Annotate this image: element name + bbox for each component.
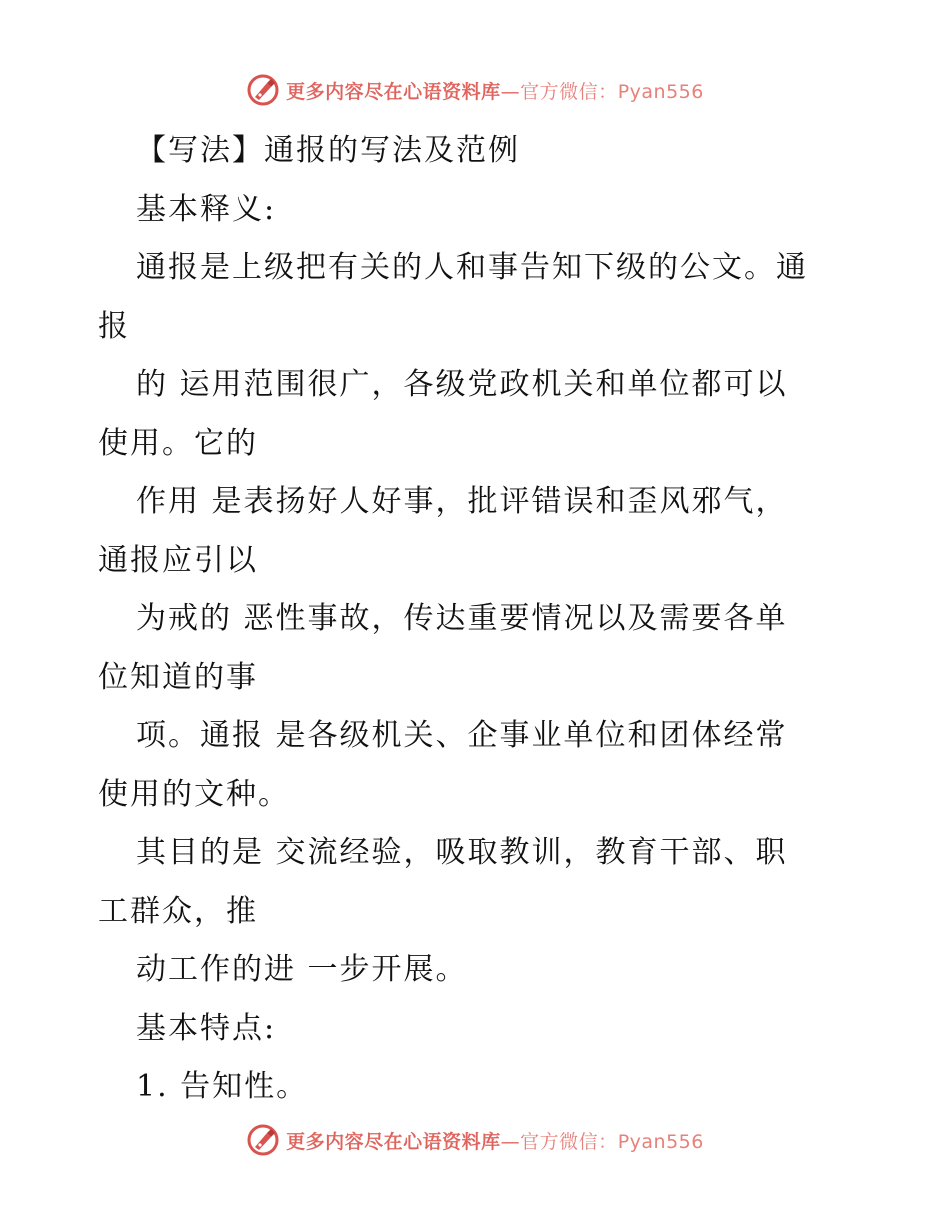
footer-watermark	[0, 1120, 950, 1160]
text-line: 其目的是 交流经验，吸取教训，教育干部、职	[136, 835, 788, 870]
header-watermark	[0, 70, 950, 110]
section-heading-definition: 基本释义:	[136, 191, 277, 227]
pen-nib-logo-icon	[246, 1123, 280, 1157]
brand-wechat-id: Pyan556	[617, 1130, 704, 1153]
list-item: 1. 告知性。	[136, 1069, 309, 1104]
footer-brand-text	[286, 1127, 704, 1154]
text-line: 通报应引以	[98, 542, 258, 578]
text-line: 动工作的进 一步开展。	[136, 952, 468, 987]
header-brand-text	[286, 77, 704, 104]
brand-wechat-label: 官方微信：	[520, 1130, 618, 1153]
brand-main-text: 更多内容尽在心语资料库	[286, 80, 501, 103]
document-body	[98, 122, 858, 1117]
document-title: 【写法】通报的写法及范例	[136, 133, 520, 168]
text-line: 通报是上级把有关的人和事告知下级的公文。通	[136, 250, 808, 285]
section-heading-features: 基本特点:	[136, 1010, 277, 1046]
brand-dash: —	[500, 1130, 521, 1153]
text-line: 使用的文种。	[98, 776, 290, 812]
text-line: 项。通报 是各级机关、企事业单位和团体经常	[136, 718, 788, 753]
text-line: 使用。它的	[98, 425, 258, 461]
text-line: 位知道的事	[98, 659, 258, 695]
brand-wechat-id: Pyan556	[617, 80, 704, 103]
text-line: 报	[98, 308, 130, 344]
text-line: 工群众，推	[98, 893, 258, 929]
brand-main-text: 更多内容尽在心语资料库	[286, 1130, 501, 1153]
text-line: 作用 是表扬好人好事，批评错误和歪风邪气，	[136, 484, 788, 519]
text-line: 的 运用范围很广，各级党政机关和单位都可以	[136, 367, 788, 402]
text-line: 为戒的 恶性事故，传达重要情况以及需要各单	[136, 601, 788, 636]
brand-wechat-label: 官方微信：	[520, 80, 618, 103]
brand-dash: —	[500, 80, 521, 103]
pen-nib-logo-icon	[246, 73, 280, 107]
